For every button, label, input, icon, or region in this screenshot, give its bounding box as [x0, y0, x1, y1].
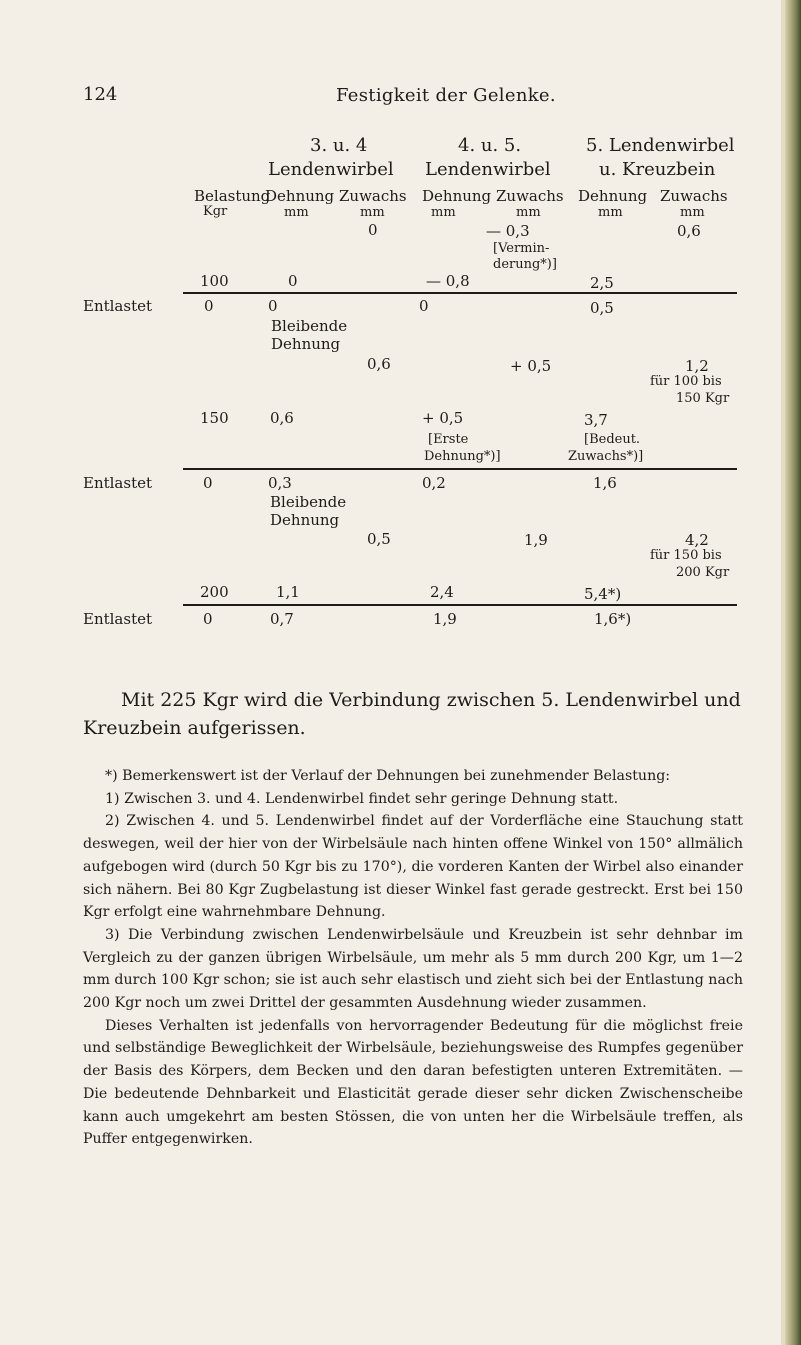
conclusion-text: Mit 225 Kgr wird die Verbindung zwischen 5. Lendenwirbel und Kreuzbein aufgerissen. — [83, 689, 741, 739]
header-belastung: Belastung — [194, 187, 271, 205]
zuwachs-2-to-100: — 0,3 — [486, 222, 530, 240]
unit-mm-6: mm — [680, 205, 705, 220]
header-group-3-line2: u. Kreuzbein — [599, 159, 716, 180]
page-edge-binding — [785, 0, 801, 1345]
entlastet-1-dehnung-2: 0 — [419, 297, 429, 315]
entlastet-2-dehnung-1: 0,3 — [268, 474, 292, 492]
zuwachs-2-to-100-note-2: derung*)] — [493, 257, 557, 272]
header-group-3-line1: 5. Lendenwirbel — [586, 135, 735, 156]
zuwachs-3-to-150-note: für 100 bis — [650, 374, 722, 389]
entlastet-2-note: Bleibende — [270, 493, 347, 511]
zuwachs-3-to-200-note-2: 200 Kgr — [676, 565, 730, 580]
header-zuwachs-3: Zuwachs — [660, 187, 728, 205]
zuwachs-3-to-150: 1,2 — [685, 357, 709, 375]
zuwachs-3-to-200-note: für 150 bis — [650, 548, 722, 563]
page-number: 124 — [83, 84, 118, 105]
rule-100 — [183, 292, 737, 294]
entlastet-1-note-2: Dehnung — [271, 335, 341, 353]
entlastet-2-dehnung-2: 0,2 — [422, 474, 446, 492]
header-group-1-line2: Lendenwirbel — [268, 159, 394, 180]
header-group-2-line1: 4. u. 5. — [458, 135, 522, 156]
entlastet-2-note-2: Dehnung — [270, 511, 340, 529]
rule-200 — [183, 604, 737, 606]
running-title: Festigkeit der Gelenke. — [336, 85, 556, 106]
unit-mm-4: mm — [516, 205, 541, 220]
entlastet-3-dehnung-2: 1,9 — [433, 610, 457, 628]
zuwachs-2-to-150: + 0,5 — [510, 357, 552, 375]
dehnung-1-at-200: 1,1 — [276, 583, 300, 601]
entlastet-label-3: Entlastet — [83, 610, 153, 628]
paragraph-2: 2) Zwischen 4. und 5. Lendenwirbel findet auf der Vorderfläche eine Stauchung statt deswegen, weil der hier von der Wirbelsäule nach hinten offene Winkel von 150° allmälich aufgebogen wird (durch 50 Kgr bis zu 170°), die vorderen Kanten der Wirbel also einander sich nähern. Bei 80 Kgr Zugbelastung ist dieser Winkel fast gerade gestreckt. Erst bei 150 Kgr erfolgt eine wahrnehmbare Dehnung. — [83, 813, 743, 921]
entlastet-1-dehnung-1: 0 — [268, 297, 278, 315]
zuwachs-2-to-100-note: [Vermin- — [493, 241, 550, 256]
dehnung-1-at-100: 0 — [288, 272, 298, 290]
zuwachs-3-to-200: 4,2 — [685, 531, 709, 549]
conclusion-block — [83, 686, 763, 742]
header-zuwachs-1: Zuwachs — [339, 187, 407, 205]
dehnung-3-at-150-note-2: Zuwachs*)] — [568, 449, 644, 464]
dehnung-1-at-150: 0,6 — [270, 409, 294, 427]
dehnung-2-at-150-note-2: Dehnung*)] — [424, 449, 501, 464]
entlastet-3-load: 0 — [203, 610, 213, 628]
zuwachs-1-to-150: 0,6 — [367, 355, 391, 373]
paragraph-3: 3) Die Verbindung zwischen Lendenwirbelsäule und Kreuzbein ist sehr dehnbar im Vergleich zu der ganzen übrigen Wirbelsäule, um mehr als 5 mm durch 200 Kgr, um 1—2 mm durch 100 Kgr schon; sie ist auch sehr elastisch und zieht sich bei der Entlastung nach 200 Kgr noch um zwei Drittel der gesammten Ausdehnung wieder zusammen. — [83, 926, 743, 1012]
dehnung-3-at-150-note: [Bedeut. — [584, 432, 641, 447]
zuwachs-1-to-200: 0,5 — [367, 530, 391, 548]
entlastet-3-dehnung-1: 0,7 — [270, 610, 294, 628]
entlastet-2-load: 0 — [203, 474, 213, 492]
entlastet-label-2: Entlastet — [83, 474, 153, 492]
load-200: 200 — [200, 583, 229, 601]
paragraph-1: 1) Zwischen 3. und 4. Lendenwirbel findet sehr geringe Dehnung statt. — [105, 790, 619, 807]
dehnung-3-at-200: 5,4*) — [584, 585, 622, 603]
header-dehnung-2: Dehnung — [422, 187, 492, 205]
zuwachs-3-to-150-note-2: 150 Kgr — [676, 391, 730, 406]
footnote-intro: *) Bemerkenswert ist der Verlauf der Dehnungen bei zunehmender Belastung: — [105, 768, 671, 784]
zuwachs-3-to-100: 0,6 — [677, 222, 701, 240]
unit-mm-2: mm — [360, 205, 385, 220]
zuwachs-1-to-100: 0 — [368, 221, 378, 239]
load-100: 100 — [200, 272, 229, 290]
header-dehnung-1: Dehnung — [265, 187, 335, 205]
load-150: 150 — [200, 409, 229, 427]
unit-mm-5: mm — [598, 205, 623, 220]
header-zuwachs-2: Zuwachs — [496, 187, 564, 205]
unit-mm-3: mm — [431, 205, 456, 220]
entlastet-3-dehnung-3: 1,6*) — [594, 610, 632, 628]
dehnung-3-at-100: 2,5 — [590, 274, 614, 292]
entlastet-1-load: 0 — [204, 297, 214, 315]
paragraph-4: Dieses Verhalten ist jedenfalls von hervorragender Bedeutung für die möglichst freie und selbständige Beweglichkeit der Wirbelsäule, beziehungsweise des Rumpfes gegenüber der Basis des Körpers, dem Becken und den daran befestigten unteren Extremitäten. — Die bedeutende Dehnbarkeit und Elasticität gerade dieser sehr dicken Zwischenscheibe kann auch umgekehrt am besten Stössen, die von unten her die Wirbelsäule treffen, als Puffer entgegenwirken. — [83, 1017, 743, 1148]
dehnung-2-at-200: 2,4 — [430, 583, 454, 601]
header-group-2-line2: Lendenwirbel — [425, 159, 551, 180]
dehnung-2-at-150-note: [Erste — [428, 432, 469, 447]
entlastet-1-note: Bleibende — [271, 317, 348, 335]
unit-mm-1: mm — [284, 205, 309, 220]
header-dehnung-3: Dehnung — [578, 187, 648, 205]
header-group-1-line1: 3. u. 4 — [310, 135, 368, 156]
zuwachs-2-to-200: 1,9 — [524, 531, 548, 549]
entlastet-1-dehnung-3: 0,5 — [590, 299, 614, 317]
unit-kgr: Kgr — [203, 204, 228, 219]
rule-150 — [183, 468, 737, 470]
footnote-block — [83, 765, 743, 1151]
dehnung-3-at-150: 3,7 — [584, 411, 608, 429]
entlastet-2-dehnung-3: 1,6 — [593, 474, 617, 492]
dehnung-2-at-100: — 0,8 — [426, 272, 470, 290]
entlastet-label-1: Entlastet — [83, 297, 153, 315]
dehnung-2-at-150: + 0,5 — [422, 409, 464, 427]
